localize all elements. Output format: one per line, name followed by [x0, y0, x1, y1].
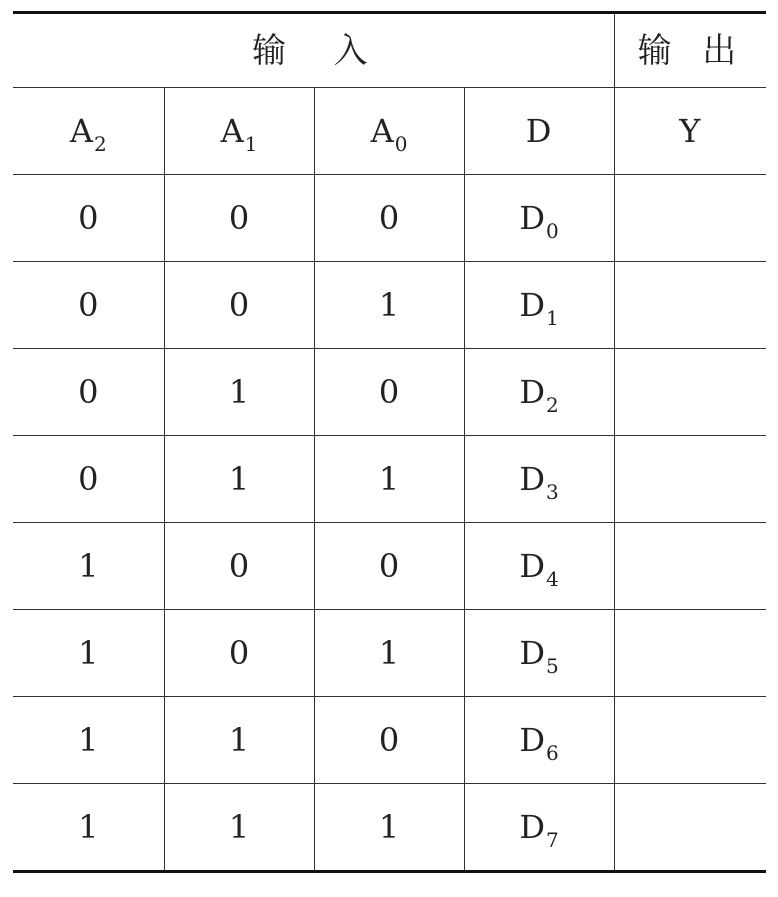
column-header-y: Y	[614, 88, 766, 175]
cell-y	[614, 175, 766, 262]
variable-header-row	[13, 88, 766, 175]
output-label-char-1: 输	[637, 30, 679, 71]
truth-table	[13, 11, 766, 873]
cell-a2: 0	[13, 262, 164, 349]
cell-y	[614, 436, 766, 523]
cell-a2: 0	[13, 349, 164, 436]
cell-a2: 1	[13, 784, 164, 872]
cell-y	[614, 784, 766, 872]
cell-a0: 0	[314, 175, 464, 262]
cell-d: $D_6$	[464, 697, 614, 784]
cell-a1: 1	[164, 784, 314, 872]
cell-a1: 1	[164, 349, 314, 436]
cell-a0: 0	[314, 349, 464, 436]
cell-y	[614, 523, 766, 610]
cell-y	[614, 610, 766, 697]
cell-a0: 0	[314, 697, 464, 784]
column-header-a2: $A_2$	[13, 88, 164, 175]
table-row	[13, 610, 766, 697]
cell-d: $D_0$	[464, 175, 614, 262]
cell-d: $D_7$	[464, 784, 614, 872]
cell-a0: 1	[314, 610, 464, 697]
cell-d: $D_5$	[464, 610, 614, 697]
cell-a1: 1	[164, 697, 314, 784]
cell-a1: 1	[164, 436, 314, 523]
column-header-d: D	[464, 88, 614, 175]
cell-a0: 1	[314, 262, 464, 349]
cell-a1: 0	[164, 175, 314, 262]
table-row	[13, 436, 766, 523]
cell-d: $D_4$	[464, 523, 614, 610]
cell-d: $D_1$	[464, 262, 614, 349]
table-row	[13, 262, 766, 349]
table-row	[13, 175, 766, 262]
cell-a1: 0	[164, 262, 314, 349]
inputs-label-char-2: 入	[333, 30, 375, 71]
cell-a2: 1	[13, 523, 164, 610]
output-label-char-2: 出	[702, 30, 743, 71]
column-header-a1: $A_1$	[164, 88, 314, 175]
cell-a1: 0	[164, 610, 314, 697]
output-group-header	[614, 13, 766, 88]
cell-d: $D_3$	[464, 436, 614, 523]
table-row	[13, 697, 766, 784]
column-header-a0: $A_0$	[314, 88, 464, 175]
cell-a0: 1	[314, 784, 464, 872]
cell-y	[614, 697, 766, 784]
cell-y	[614, 262, 766, 349]
cell-a2: 0	[13, 436, 164, 523]
cell-a0: 0	[314, 523, 464, 610]
cell-a1: 0	[164, 523, 314, 610]
cell-y	[614, 349, 766, 436]
table-row	[13, 784, 766, 872]
cell-a2: 1	[13, 697, 164, 784]
cell-a2: 0	[13, 175, 164, 262]
cell-d: $D_2$	[464, 349, 614, 436]
cell-a2: 1	[13, 610, 164, 697]
cell-a0: 1	[314, 436, 464, 523]
inputs-group-header	[13, 13, 614, 88]
group-header-row	[13, 13, 766, 88]
table-row	[13, 523, 766, 610]
table-row	[13, 349, 766, 436]
inputs-label-char-1: 输	[252, 30, 293, 71]
